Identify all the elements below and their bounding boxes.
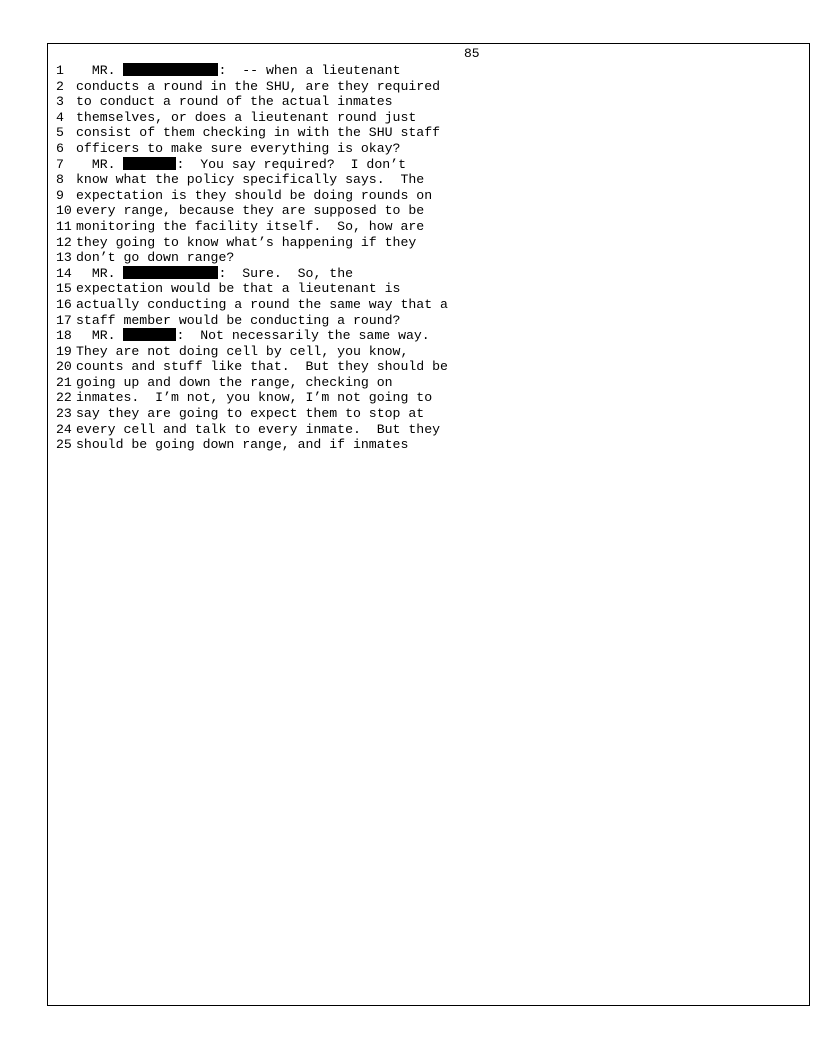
line-text: actually conducting a round the same way that a: [76, 296, 448, 312]
redaction-block: [123, 328, 176, 341]
line-text: going up and down the range, checking on: [76, 374, 393, 390]
line-number: 19: [56, 343, 72, 359]
transcript-line: [56, 390, 616, 406]
line-text: counts and stuff like that. But they should be: [76, 359, 448, 375]
line-text: inmates. I’m not, you know, I’m not going to: [76, 390, 433, 406]
line-text: should be going down range, and if inmates: [76, 437, 409, 453]
line-text: [76, 63, 616, 79]
transcript-line: [56, 94, 616, 110]
redaction-block: [123, 157, 176, 170]
line-number: 17: [56, 312, 72, 328]
line-text: know what the policy specifically says. The: [76, 172, 425, 188]
transcript-line: [56, 203, 616, 219]
line-number: 13: [56, 250, 72, 266]
line-number: 16: [56, 296, 72, 312]
speaker-text: : -- when a lieutenant: [218, 63, 401, 78]
transcript-line: [56, 110, 616, 126]
transcript-body: [56, 63, 616, 453]
line-number: 11: [56, 218, 72, 234]
line-number: 6: [56, 140, 64, 156]
line-text: they going to know what’s happening if they: [76, 234, 417, 250]
line-number: 9: [56, 187, 64, 203]
line-number: 22: [56, 390, 72, 406]
transcript-line: [56, 281, 616, 297]
line-number: 3: [56, 94, 64, 110]
line-number: 20: [56, 359, 72, 375]
line-text: [76, 266, 616, 282]
transcript-line: [56, 297, 616, 313]
line-number: 18: [56, 328, 72, 344]
speaker-prefix: MR.: [76, 156, 124, 172]
transcript-line: [56, 250, 616, 266]
line-number: 24: [56, 421, 72, 437]
transcript-line: [56, 313, 616, 329]
speaker-prefix: MR.: [76, 63, 124, 78]
transcript-line: [56, 188, 616, 204]
line-number: 2: [56, 78, 64, 94]
line-number: 23: [56, 406, 72, 422]
transcript-line: [56, 266, 616, 282]
line-text: don’t go down range?: [76, 250, 235, 266]
transcript-line: [56, 235, 616, 251]
speaker-text: : You say required? I don’t: [176, 156, 406, 172]
speaker-text: : Sure. So, the: [218, 265, 354, 281]
speaker-prefix: MR.: [76, 265, 124, 281]
transcript-line: [56, 63, 616, 79]
transcript-line: [56, 328, 616, 344]
line-text: every cell and talk to every inmate. But they: [76, 421, 441, 437]
line-number: 14: [56, 265, 72, 281]
transcript-line: [56, 172, 616, 188]
line-number: 15: [56, 281, 72, 297]
line-text: conducts a round in the SHU, are they required: [76, 78, 441, 94]
speaker-text: : Not necessarily the same way.: [176, 328, 430, 344]
transcript-line: [56, 79, 616, 95]
line-text: [76, 157, 616, 173]
line-text: expectation is they should be doing rounds on: [76, 187, 433, 203]
transcript-line: [56, 125, 616, 141]
line-text: themselves, or does a lieutenant round just: [76, 109, 417, 125]
speaker-prefix: MR.: [76, 328, 124, 344]
transcript-line: [56, 406, 616, 422]
line-number: 21: [56, 374, 72, 390]
transcript-line: [56, 157, 616, 173]
transcript-line: [56, 219, 616, 235]
redaction-block: [123, 63, 218, 76]
line-number: 5: [56, 125, 64, 141]
transcript-line: [56, 375, 616, 391]
line-text: to conduct a round of the actual inmates: [76, 94, 393, 110]
redaction-block: [123, 266, 218, 279]
line-text: They are not doing cell by cell, you know,: [76, 343, 409, 359]
line-text: say they are going to expect them to stop at: [76, 406, 425, 422]
transcript-line: [56, 437, 616, 453]
line-text: officers to make sure everything is okay?: [76, 140, 401, 156]
transcript-line: [56, 359, 616, 375]
line-text: every range, because they are supposed to be: [76, 203, 425, 219]
line-text: [76, 328, 616, 344]
line-number: 4: [56, 109, 64, 125]
line-text: staff member would be conducting a round?: [76, 312, 401, 328]
transcript-line: [56, 141, 616, 157]
line-number: 10: [56, 203, 72, 219]
line-text: expectation would be that a lieutenant is: [76, 281, 401, 297]
page-number: 85: [464, 46, 480, 61]
line-text: consist of them checking in with the SHU staff: [76, 125, 441, 141]
line-number: 25: [56, 437, 72, 453]
transcript-line: [56, 344, 616, 360]
line-number: 8: [56, 172, 64, 188]
line-number: 12: [56, 234, 72, 250]
line-number: 1: [56, 63, 64, 78]
transcript-line: [56, 422, 616, 438]
line-number: 7: [56, 156, 64, 172]
line-text: monitoring the facility itself. So, how are: [76, 218, 425, 234]
